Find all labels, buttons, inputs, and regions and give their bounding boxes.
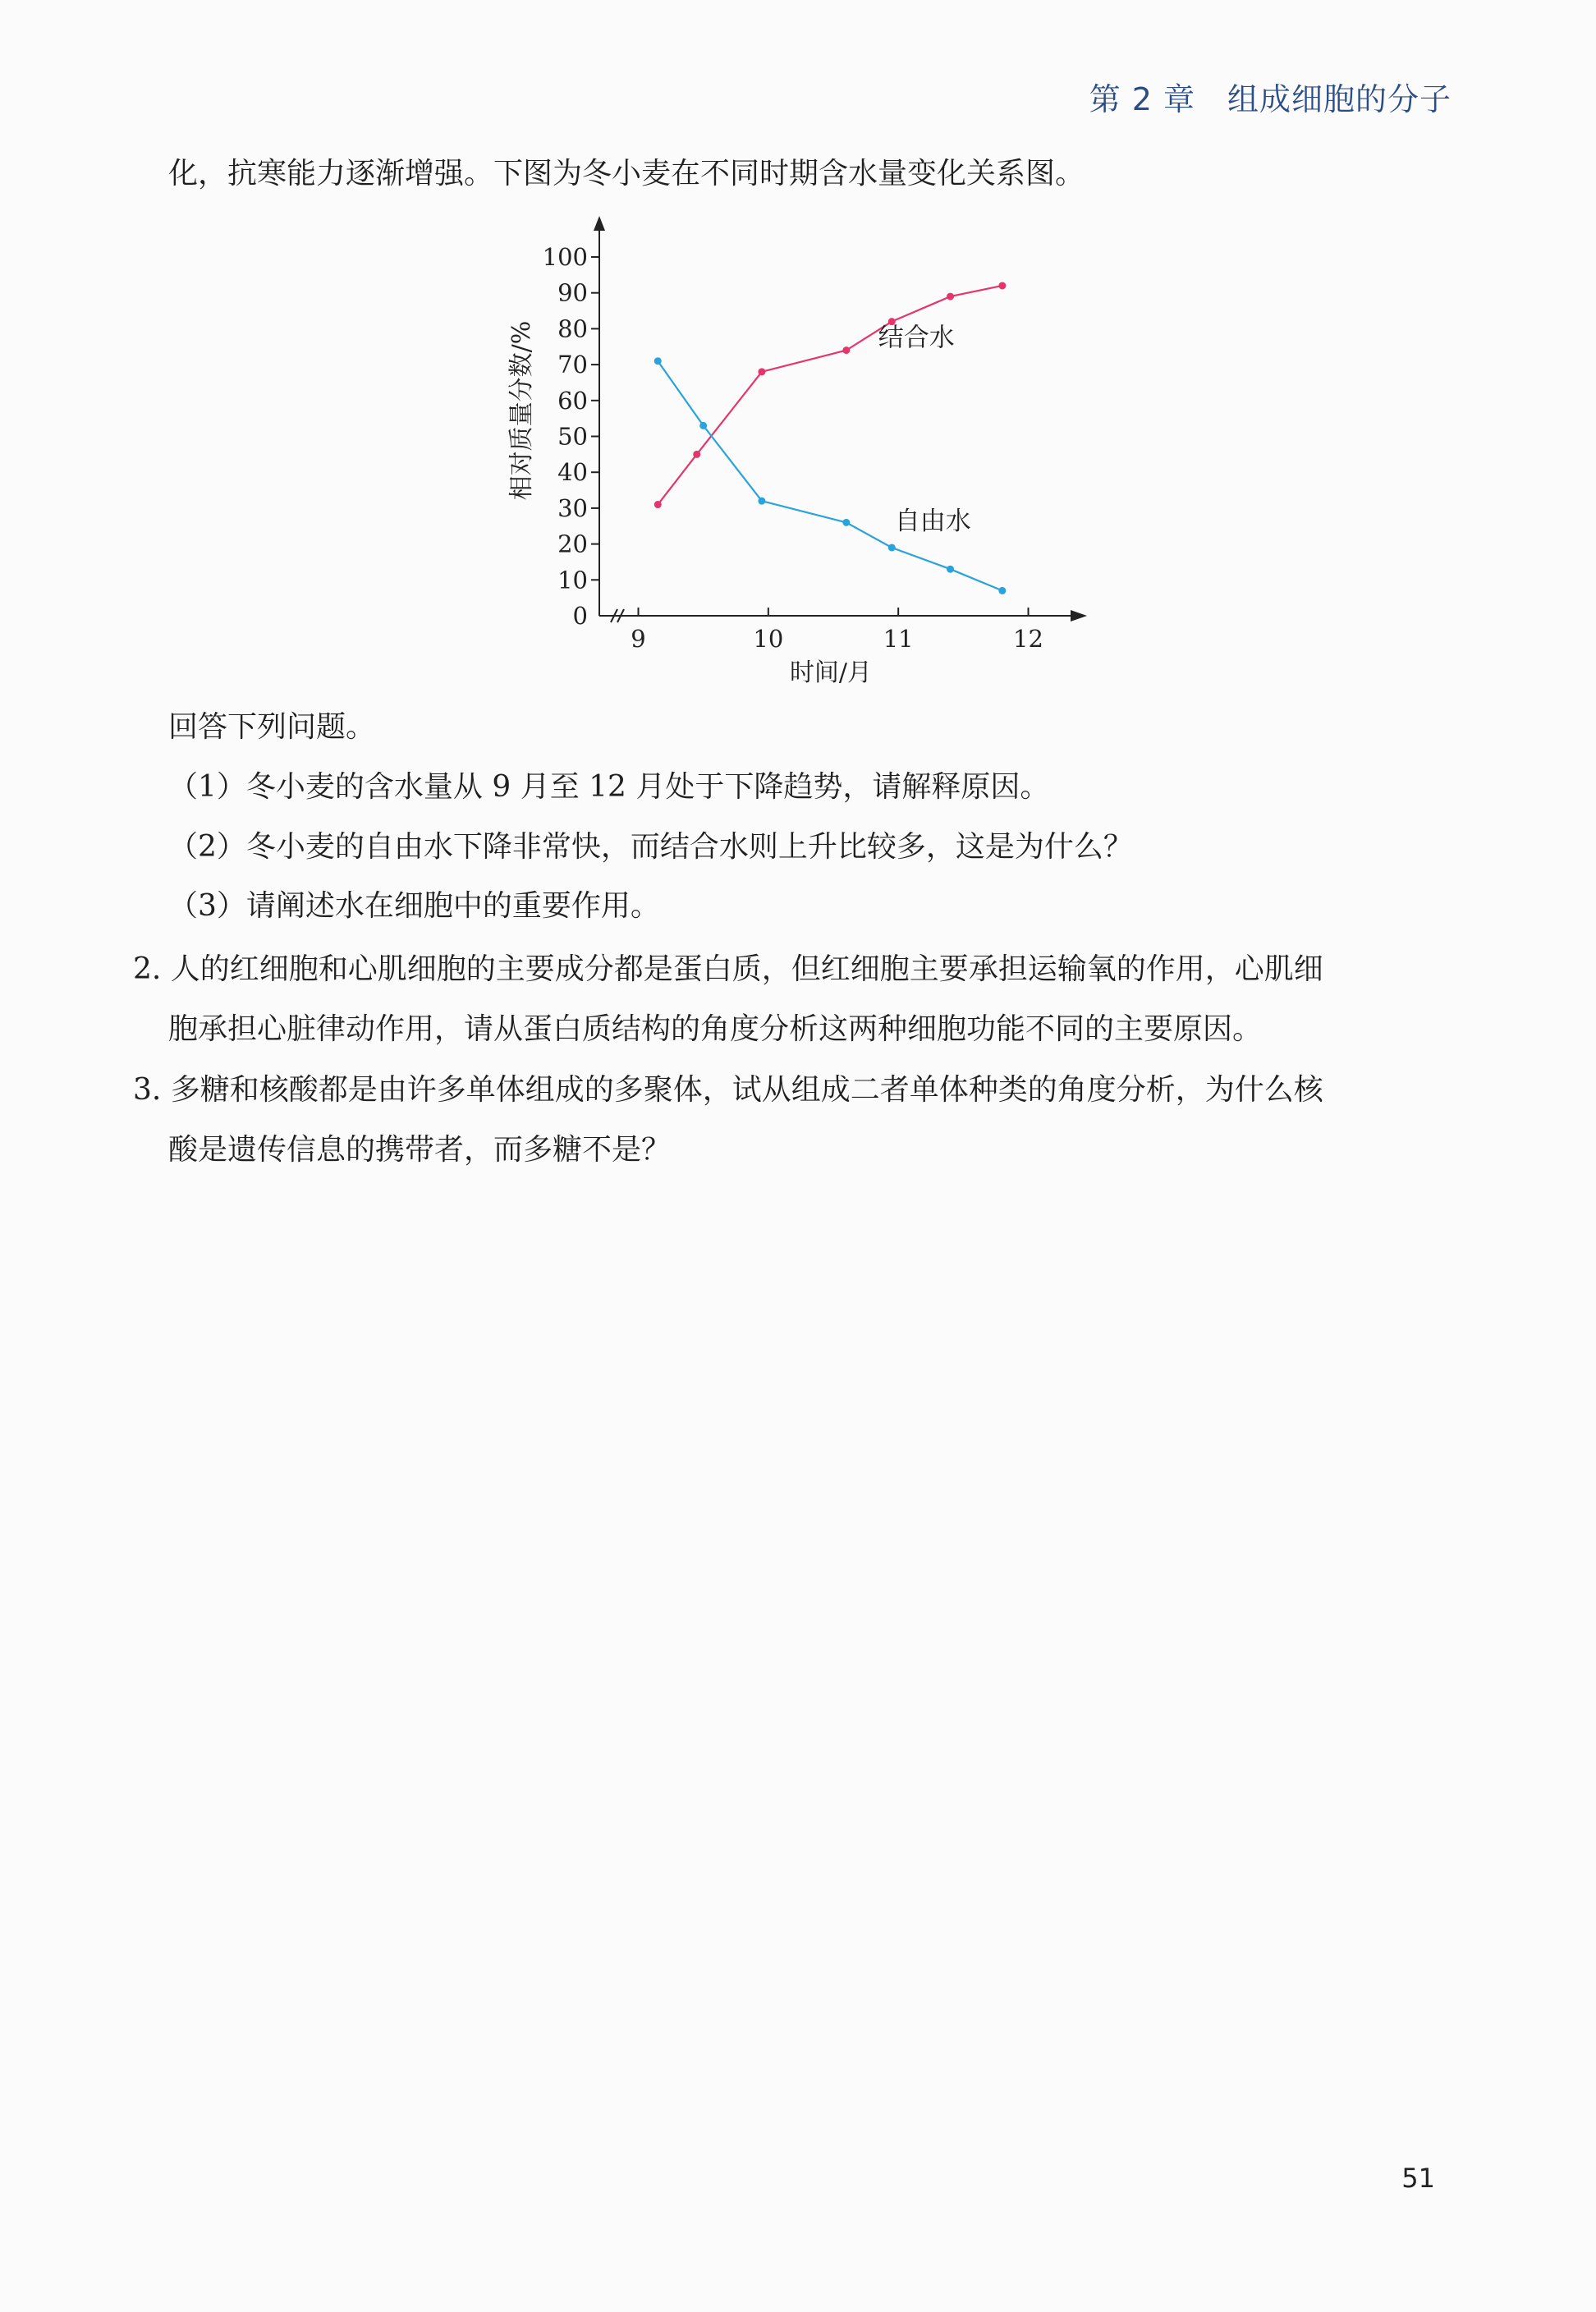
y-tick-label: 40 — [557, 458, 588, 487]
y-tick-label: 30 — [557, 493, 588, 522]
chart-series — [654, 282, 1007, 594]
question-1: （1）冬小麦的含水量从 9 月至 12 月处于下降趋势，请解释原因。 — [168, 770, 1050, 804]
data-point — [888, 544, 896, 551]
y-tick-label: 0 — [572, 602, 588, 630]
y-tick-label: 20 — [557, 530, 588, 558]
x-axis-arrow — [1071, 610, 1087, 622]
y-tick-label: 60 — [557, 386, 588, 415]
data-point — [842, 519, 850, 526]
series-line — [658, 361, 1002, 591]
x-tick-label: 9 — [631, 625, 646, 653]
x-axis-label: 时间/月 — [789, 658, 873, 687]
data-point — [998, 282, 1006, 289]
series-label: 结合水 — [878, 323, 955, 353]
y-tick-label: 90 — [557, 278, 588, 307]
series-line — [658, 286, 1002, 505]
intro-line: 化，抗寒能力逐渐增强。下图为冬小麦在不同时期含水量变化关系图。 — [168, 157, 1085, 190]
item-3-line-1: 3. 多糖和核酸都是由许多单体组成的多聚体，试从组成二者单体种类的角度分析，为什么核 — [133, 1073, 1323, 1107]
item-2-line-1: 2. 人的红细胞和心肌细胞的主要成分都是蛋白质，但红细胞主要承担运输氧的作用，心肌细 — [133, 952, 1323, 986]
y-tick-label: 70 — [557, 351, 588, 379]
data-point — [758, 368, 765, 375]
y-axis-arrow — [594, 216, 605, 231]
data-point — [947, 293, 954, 300]
y-tick-label: 10 — [557, 566, 588, 594]
water-content-chart — [493, 209, 1100, 702]
data-point — [654, 357, 662, 365]
data-point — [998, 587, 1006, 594]
item-2-line-2: 胞承担心脏律动作用，请从蛋白质结构的角度分析这两种细胞功能不同的主要原因。 — [168, 1012, 1263, 1046]
chart-axes — [594, 216, 1087, 622]
questions-lead: 回答下列问题。 — [168, 710, 376, 744]
question-3: （3）请阐述水在细胞中的重要作用。 — [168, 889, 660, 923]
data-point — [758, 498, 765, 505]
page-number: 51 — [1401, 2163, 1435, 2194]
question-2: （2）冬小麦的自由水下降非常快，而结合水则上升比较多，这是为什么？ — [168, 830, 1133, 864]
x-tick-label: 10 — [753, 625, 784, 653]
item-3-line-2: 酸是遗传信息的携带者，而多糖不是？ — [168, 1133, 672, 1167]
data-point — [947, 566, 954, 573]
x-tick-label: 11 — [883, 625, 914, 653]
y-axis-label: 相对质量分数/% — [507, 320, 536, 501]
series-label: 自由水 — [894, 506, 971, 536]
data-point — [842, 346, 850, 354]
data-point — [693, 451, 700, 458]
y-tick-label: 100 — [542, 243, 588, 271]
data-point — [654, 501, 662, 508]
chapter-header: 第 2 章 组成细胞的分子 — [1089, 81, 1452, 117]
x-tick-label: 12 — [1013, 625, 1043, 653]
y-tick-label: 80 — [557, 314, 588, 343]
chart-ticks — [543, 243, 1043, 653]
y-tick-label: 50 — [557, 422, 588, 451]
data-point — [699, 422, 707, 429]
